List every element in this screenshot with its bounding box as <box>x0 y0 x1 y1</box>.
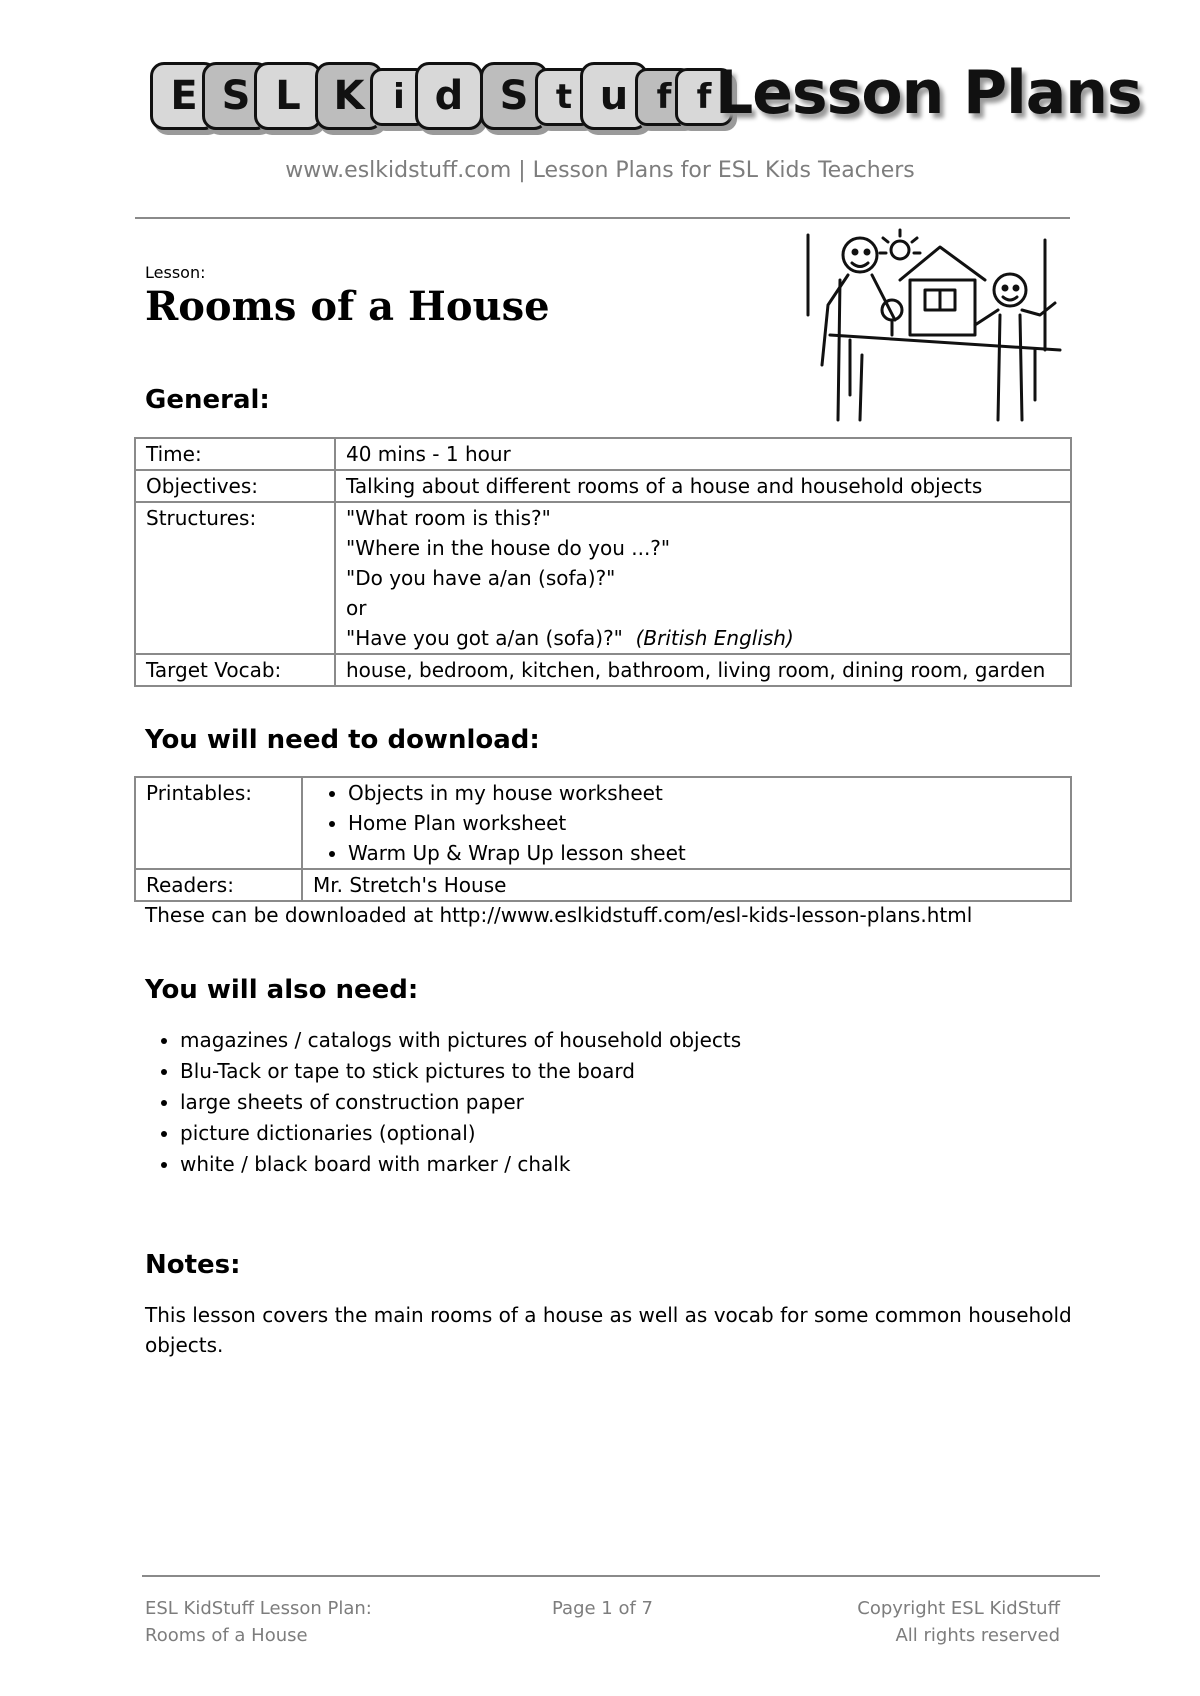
footer-left <box>145 1595 372 1649</box>
download-note: These can be downloaded at http://www.eslkidstuff.com/esl-kids-lesson-plans.html <box>145 903 973 927</box>
structure-line: or <box>346 596 367 620</box>
site-subtitle: www.eslkidstuff.com | Lesson Plans for ESL Kids Teachers <box>285 158 915 183</box>
logo-tile: S <box>202 62 270 130</box>
banner-title: Lesson Plans <box>715 58 1142 128</box>
list-item: • Blu-Tack or tape to stick pictures to the board <box>180 1056 741 1087</box>
also-need-heading: You will also need: <box>145 975 419 1005</box>
logo-tile: f <box>635 68 693 126</box>
structure-line: "What room is this?" <box>346 506 551 530</box>
general-heading: General: <box>145 385 270 415</box>
footer-right <box>857 1595 1060 1649</box>
structure-line: "Do you have a/an (sofa)?" <box>346 566 616 590</box>
download-table <box>134 776 1072 902</box>
logo-tile: K <box>315 62 383 130</box>
logo-tile: f <box>675 68 733 126</box>
printables-list <box>313 778 1060 868</box>
printables-cell <box>302 777 1071 869</box>
notes-heading: Notes: <box>145 1250 241 1280</box>
table-row <box>135 654 1071 686</box>
list-item: • picture dictionaries (optional) <box>180 1118 741 1149</box>
list-item: • magazines / catalogs with pictures of household objects <box>180 1025 741 1056</box>
structure-line: "Where in the house do you ...?" <box>346 536 671 560</box>
table-row <box>135 777 1071 869</box>
table-key: Structures: <box>135 502 335 654</box>
table-row <box>135 502 1071 654</box>
logo-tile: S <box>480 62 548 130</box>
page-title: Rooms of a House <box>145 283 550 330</box>
footer-rights: All rights reserved <box>895 1625 1060 1646</box>
footer-divider <box>142 1575 1100 1577</box>
table-value: Mr. Stretch's House <box>302 869 1071 901</box>
table-row <box>135 470 1071 502</box>
stick-figures-with-house-icon <box>800 225 1070 430</box>
footer-plan-label: ESL KidStuff Lesson Plan: <box>145 1598 372 1619</box>
structures-cell <box>335 502 1071 654</box>
lesson-label: Lesson: <box>145 263 206 282</box>
general-table <box>134 437 1072 687</box>
logo-tile: i <box>370 68 428 126</box>
table-key: Target Vocab: <box>135 654 335 686</box>
logo-tile: L <box>254 62 322 130</box>
header-divider <box>135 217 1070 219</box>
table-value: 40 mins - 1 hour <box>335 438 1071 470</box>
logo-tile: d <box>415 62 483 130</box>
download-heading: You will need to download: <box>145 725 540 755</box>
table-row <box>135 438 1071 470</box>
list-item: • white / black board with marker / chalk <box>180 1149 741 1180</box>
footer-copyright: Copyright ESL KidStuff <box>857 1598 1060 1619</box>
logo-tile: E <box>150 62 218 130</box>
table-value: Talking about different rooms of a house and household objects <box>335 470 1071 502</box>
table-key: Objectives: <box>135 470 335 502</box>
table-value: house, bedroom, kitchen, bathroom, living room, dining room, garden <box>335 654 1071 686</box>
table-row <box>135 869 1071 901</box>
logo-tile: t <box>535 68 593 126</box>
list-item: • Home Plan worksheet <box>348 808 1060 838</box>
structure-line-with-note <box>346 623 1060 653</box>
list-item: • large sheets of construction paper <box>180 1087 741 1118</box>
page-number: Page 1 of 7 <box>552 1598 653 1619</box>
list-item: • Objects in my house worksheet <box>348 778 1060 808</box>
notes-text: This lesson covers the main rooms of a house as well as vocab for some common household objects. <box>145 1303 1072 1357</box>
list-item: • Warm Up & Wrap Up lesson sheet <box>348 838 1060 868</box>
logo-tile: u <box>580 62 648 130</box>
materials-list <box>145 1025 741 1180</box>
header-banner <box>150 50 1142 150</box>
footer-lesson-title: Rooms of a House <box>145 1625 308 1646</box>
table-key: Time: <box>135 438 335 470</box>
structure-line: "Have you got a/an (sofa)?" <box>346 626 623 650</box>
table-key: Printables: <box>135 777 302 869</box>
structure-note: (British English) <box>635 626 794 650</box>
table-key: Readers: <box>135 869 302 901</box>
